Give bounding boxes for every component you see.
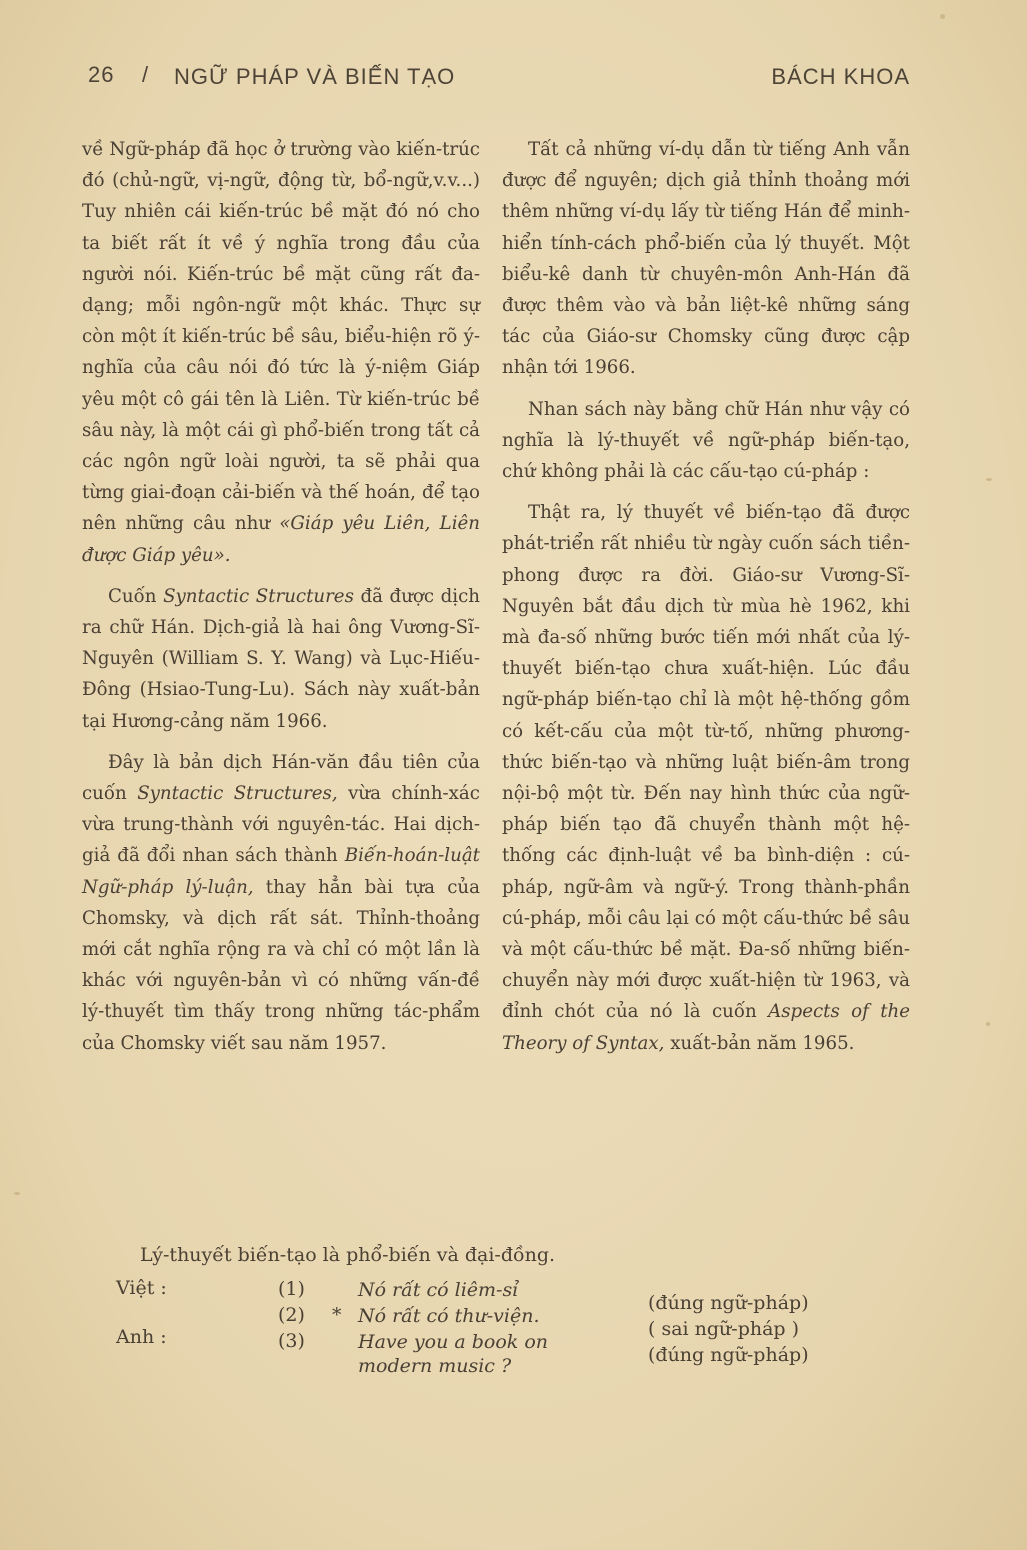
example-sentence: Have you a book on modern music ? [358, 1331, 548, 1377]
article-title: NGỮ PHÁP VÀ BIẾN TẠO [174, 64, 456, 89]
header-separator: / [142, 62, 150, 87]
book-title: Syntactic Structures, [137, 783, 338, 805]
examples-block [110, 1244, 890, 1404]
grammaticality-judgment: ( sai ngữ-pháp ) [648, 1318, 800, 1340]
left-paragraph-2: Cuốn Syntactic Structures đã được dịch ra chữ Hán. Dịch-giả là hai ông Vương-Sĩ-Nguyên (William S. Y. Wang) và Lục-Hiếu-Đông (Hsiao-Tung-Lu). Sách này xuất-bản tại Hương-cảng năm 1966. [82, 585, 480, 732]
right-paragraph-2: Nhan sách này bằng chữ Hán như vậy có nghĩa là lý-thuyết về ngữ-pháp biến-tạo, chứ không phải là các cấu-tạo cú-pháp : [502, 398, 910, 483]
translated-title: Biến-hoán-luật Ngữ-pháp lý-luận, [82, 845, 480, 898]
book-title: Syntactic Structures [163, 585, 354, 607]
right-column [502, 134, 910, 1059]
example-quote: «Giáp yêu Liên, Liên được Giáp yêu». [82, 513, 480, 566]
paper-speck [14, 1192, 20, 1195]
paper-speck [940, 14, 945, 19]
example-sentence: Nó rất có liêm-sỉ [358, 1279, 519, 1301]
grammaticality-judgment: (đúng ngữ-pháp) [648, 1292, 809, 1314]
left-column [82, 134, 480, 1059]
running-header [88, 58, 910, 98]
example-number: (1) [278, 1278, 305, 1300]
example-sentence: Nó rất có thư-viện. [358, 1305, 540, 1327]
page-number: 26 [88, 62, 115, 87]
example-number: (3) [278, 1330, 305, 1352]
examples-heading: Lý-thuyết biến-tạo là phổ-biến và đại-đồng. [140, 1244, 556, 1266]
paper-speck [986, 1022, 990, 1026]
right-paragraph-1: Tất cả những ví-dụ dẫn từ tiếng Anh vẫn được để nguyên; dịch giả thỉnh thoảng mới thêm những ví-dụ lấy từ tiếng Hán để minh-hiển tính-cách phổ-biến của lý thuyết. Một biểu-kê danh từ chuyên-môn Anh-Hán đã được thêm vào và bản liệt-kê những sáng tác của Giáo-sư Chomsky cũng được cập nhận tới 1966. [502, 139, 910, 379]
left-paragraph-3: Đây là bản dịch Hán-văn đầu tiên của cuốn Syntactic Structures, vừa chính-xác vừa trung-thành với nguyên-tác. Hai dịch-giả đã đổi nhan sách thành Biến-hoán-luật Ngữ-pháp lý-luận, thay hẳn bài tựa của Chomsky, và dịch rất sát. Thỉnh-thoảng mới cắt nghĩa rộng ra và chỉ có một lần là khác với nguyên-bản vì có những vấn-đề lý-thuyết tìm thấy trong những tác-phẩm của Chomsky viết sau năm 1957. [82, 751, 480, 1054]
language-label-anh: Anh : [116, 1326, 167, 1348]
right-paragraph-3: Thật ra, lý thuyết về biến-tạo đã được phát-triển rất nhiều từ ngày cuốn sách tiền-phong được ra đời. Giáo-sư Vương-Sĩ-Nguyên bắt đầu dịch từ mùa hè 1962, khi mà đa-số những bước tiến mới nhất của lý-thuyết biến-tạo chưa xuất-hiện. Lúc đầu ngữ-pháp biến-tạo chỉ là một hệ-thống gồm có kết-cấu của một từ-tố, những phương-thức biến-tạo và những luật biến-âm trong nội-bộ một từ. Đến nay hình thức của ngữ-pháp biến tạo đã chuyển thành một hệ-thống các định-luật về ba bình-diện : cú-pháp, ngữ-âm và ngữ-ý. Trong thành-phần cú-pháp, mỗi câu lại có một cấu-thức bề sâu và một cấu-thức bề mặt. Đa-số những biến-chuyển này mới được xuất-hiện từ 1963, và đỉnh chót của nó là cuốn Aspects of the Theory of Syntax, xuất-bản năm 1965. [502, 502, 910, 1054]
language-label-viet: Việt : [116, 1277, 167, 1299]
example-number: (2) [278, 1304, 305, 1326]
left-paragraph-1: về Ngữ-pháp đã học ở trường vào kiến-trúc đó (chủ-ngữ, vị-ngữ, động từ, bổ-ngữ,v.v...) Tuy nhiên cái kiến-trúc bề mặt đó nó cho ta biết rất ít về ý nghĩa trong đầu của người nói. Kiến-trúc bề mặt cũng rất đa-dạng; mỗi ngôn-ngữ một khác. Thực sự còn một ít kiến-trúc bề sâu, biểu-hiện rõ ý-nghĩa của câu nói đó tức là ý-niệm Giáp yêu một cô gái tên là Liên. Từ kiến-trúc bề sâu này, là một cái gì phổ-biến trong tất cả các ngôn ngữ loài người, ta sẽ phải qua từng giai-đoạn cải-biến và thế hoán, để tạo nên những câu như «Giáp yêu Liên, Liên được Giáp yêu». [82, 139, 480, 566]
magazine-name: BÁCH KHOA [771, 64, 910, 89]
paper-speck [986, 478, 992, 481]
book-title: Aspects of the Theory of Syntax, [502, 1001, 910, 1054]
grammaticality-judgment: (đúng ngữ-pháp) [648, 1344, 809, 1366]
ungrammatical-star: * [332, 1304, 342, 1326]
